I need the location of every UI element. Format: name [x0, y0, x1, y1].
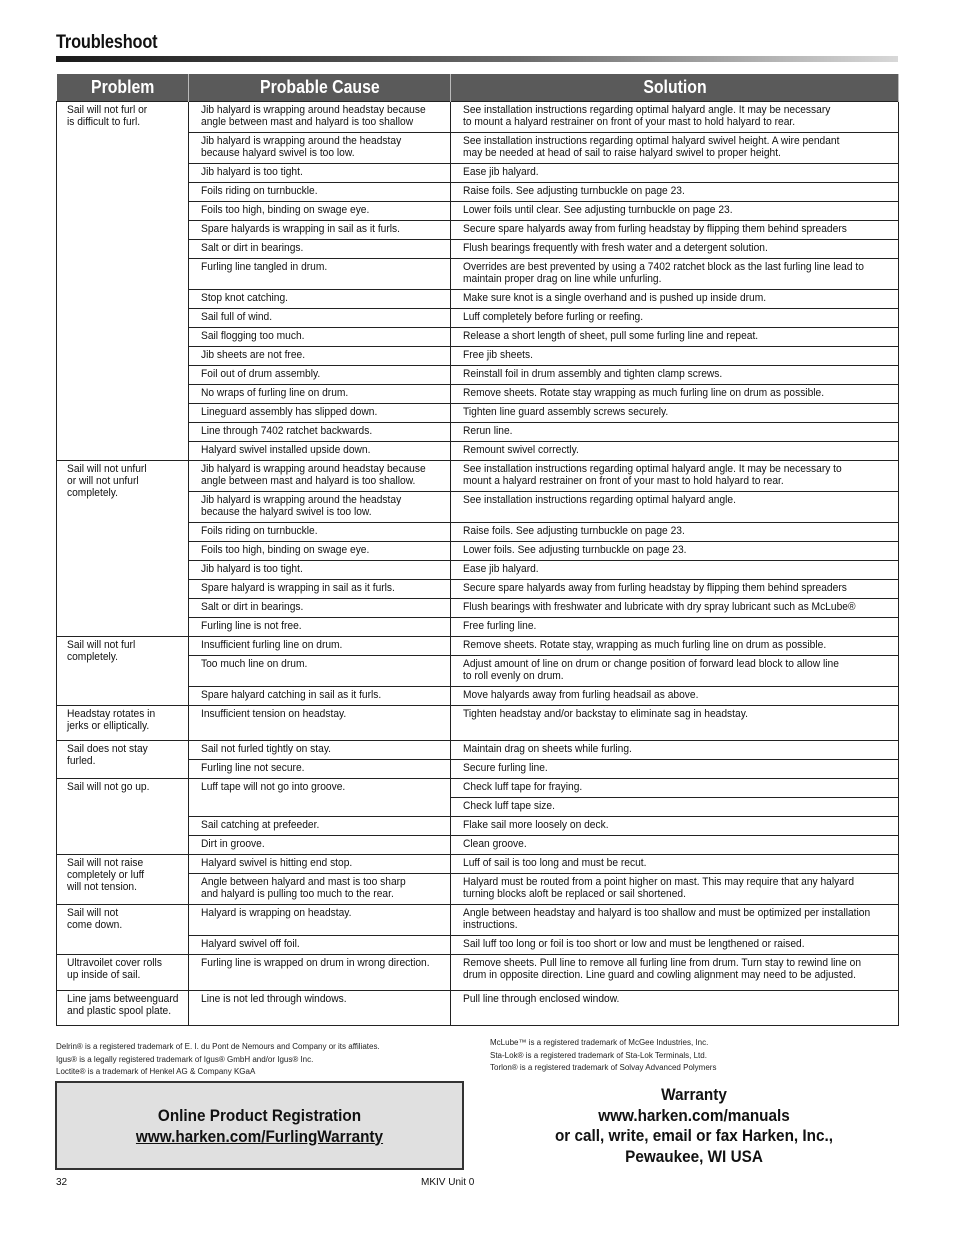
registration-link[interactable]: www.harken.com/FurlingWarranty	[135, 1126, 384, 1146]
solution-cell-line: See installation instructions regarding optimal halyard angle. It may be necessary	[463, 104, 831, 116]
solution-cell-line: Angle between headstay and halyard is too shallow and must be optimized per installation	[463, 907, 871, 919]
cause-cell-line: Jib halyard is wrapping around the headstay	[201, 494, 402, 506]
cause-cell	[189, 599, 451, 618]
solution-cell	[451, 542, 899, 561]
table-row	[57, 855, 899, 874]
problem-cell-line: completely.	[67, 651, 118, 663]
cause-cell-line: Salt or dirt in bearings.	[201, 601, 304, 613]
cause-cell	[189, 936, 451, 955]
trademark-notes-right	[490, 1037, 716, 1075]
cause-cell	[189, 687, 451, 706]
cause-cell-line: Foils too high, binding on swage eye.	[201, 204, 370, 216]
cause-cell-line: Spare halyards is wrapping in sail as it furls.	[201, 223, 401, 235]
solution-cell	[451, 760, 899, 779]
solution-cell-line: See installation instructions regarding optimal halyard swivel height. A wire pendant	[463, 135, 840, 147]
product-registration-box	[55, 1081, 464, 1170]
cause-cell	[189, 523, 451, 542]
problem-cell-line: up inside of sail.	[67, 969, 141, 981]
table-row	[57, 741, 899, 760]
solution-cell-line: Remount swivel correctly.	[463, 444, 579, 456]
solution-cell-line: Pull line through enclosed window.	[463, 993, 620, 1005]
cause-cell	[189, 855, 451, 874]
table-header-row	[57, 74, 899, 102]
cause-cell	[189, 580, 451, 599]
table-body	[57, 102, 899, 1026]
solution-cell-line: Ease jib halyard.	[463, 166, 539, 178]
solution-cell	[451, 798, 899, 817]
solution-cell-line: Flake sail more loosely on deck.	[463, 819, 609, 831]
cause-cell-line: No wraps of furling line on drum.	[201, 387, 349, 399]
problem-cell	[57, 779, 189, 855]
solution-cell	[451, 290, 899, 309]
cause-cell-line: and halyard is pulling too much to the rear.	[201, 888, 394, 900]
problem-cell-line: jerks or elliptically.	[67, 720, 150, 732]
cause-cell-line: Jib halyard is too tight.	[201, 166, 303, 178]
solution-cell	[451, 133, 899, 164]
solution-cell-line: Raise foils. See adjusting turnbuckle on page 23.	[463, 185, 685, 197]
title-rule	[56, 56, 898, 62]
solution-cell	[451, 580, 899, 599]
cause-cell-line: Sail not furled tightly on stay.	[201, 743, 332, 755]
cause-cell	[189, 741, 451, 760]
solution-cell	[451, 637, 899, 656]
cause-cell-line: Halyard swivel is hitting end stop.	[201, 857, 353, 869]
cause-cell-line: Furling line is not free.	[201, 620, 302, 632]
cause-cell-line: Dirt in groove.	[201, 838, 265, 850]
solution-cell	[451, 779, 899, 798]
solution-cell-line: Remove sheets. Pull line to remove all furling line from drum. Turn stay to rewind line on	[463, 957, 862, 969]
cause-cell	[189, 492, 451, 523]
solution-cell-line: See installation instructions regarding optimal halyard angle.	[463, 494, 736, 506]
problem-cell	[57, 102, 189, 461]
cause-cell-line: Sail flogging too much.	[201, 330, 305, 342]
cause-cell-line: Lineguard assembly has slipped down.	[201, 406, 378, 418]
solution-cell	[451, 221, 899, 240]
warranty-location: Pewaukee, WI USA	[625, 1146, 763, 1166]
cause-cell	[189, 183, 451, 202]
cause-cell-line: Foil out of drum assembly.	[201, 368, 321, 380]
warranty-title: Warranty	[661, 1085, 727, 1104]
solution-cell	[451, 618, 899, 637]
solution-cell-line: Raise foils. See adjusting turnbuckle on page 23.	[463, 525, 685, 537]
problem-cell-line: will not tension.	[67, 881, 137, 893]
solution-cell-line: instructions.	[463, 919, 518, 931]
solution-cell	[451, 240, 899, 259]
table-row	[57, 905, 899, 936]
solution-cell	[451, 599, 899, 618]
cause-cell	[189, 905, 451, 936]
cause-cell-line: Line through 7402 ratchet backwards.	[201, 425, 373, 437]
cause-cell-line: because the halyard swivel is too low.	[201, 506, 372, 518]
registration-title: Online Product Registration	[157, 1105, 362, 1125]
problem-cell-line: Headstay rotates in	[67, 708, 156, 720]
problem-cell-line: Sail will not furl	[67, 639, 136, 651]
cause-cell-line: angle between mast and halyard is too shallow	[201, 116, 414, 128]
problem-cell	[57, 905, 189, 955]
trademark-note: Igus® is a legally registered trademark of Igus® GmbH and/or Igus® Inc.	[56, 1054, 314, 1064]
solution-cell	[451, 817, 899, 836]
warranty-contact: or call, write, email or fax Harken, Inc.,	[554, 1126, 834, 1145]
solution-cell-line: Secure spare halyards away from furling headstay by flipping them behind spreaders	[463, 582, 847, 594]
problem-cell-line: or will not unfurl	[67, 475, 139, 487]
cause-cell-line: Foils riding on turnbuckle.	[201, 525, 318, 537]
solution-cell-line: Check luff tape for fraying.	[463, 781, 583, 793]
trademark-note: McLube™ is a registered trademark of McGee Industries, Inc.	[490, 1038, 709, 1047]
cause-cell-line: Jib halyard is wrapping around headstay because	[201, 104, 426, 116]
table-row	[57, 991, 899, 1026]
cause-cell	[189, 618, 451, 637]
cause-cell-line: Jib halyard is too tight.	[201, 563, 303, 575]
solution-cell	[451, 347, 899, 366]
cause-cell-line: Furling line tangled in drum.	[201, 261, 328, 273]
cause-cell-line: Line is not led through windows.	[201, 993, 347, 1005]
solution-cell	[451, 366, 899, 385]
solution-cell-line: Remove sheets. Rotate stay, wrapping as much furling line on drum as possible.	[463, 639, 827, 651]
cause-cell-line: Spare halyard is wrapping in sail as it furls.	[201, 582, 395, 594]
solution-cell	[451, 102, 899, 133]
solution-cell-line: Adjust amount of line on drum or change position of forward lead block to allow line	[463, 658, 839, 670]
cause-cell-line: Jib halyard is wrapping around the headstay	[201, 135, 402, 147]
solution-cell-line: Tighten headstay and/or backstay to eliminate sag in headstay.	[463, 708, 748, 720]
solution-cell-line: See installation instructions regarding optimal halyard angle. It may be necessary to	[463, 463, 842, 475]
problem-cell-line: Sail will not go up.	[67, 781, 150, 793]
cause-cell-line: Halyard is wrapping on headstay.	[201, 907, 352, 919]
problem-cell-line: furled.	[67, 755, 96, 767]
solution-cell	[451, 874, 899, 905]
problem-cell-line: Sail will not raise	[67, 857, 144, 869]
table-row	[57, 461, 899, 492]
cause-cell-line: Salt or dirt in bearings.	[201, 242, 304, 254]
solution-cell-line: may be needed at head of sail to raise halyard swivel to proper height.	[463, 147, 781, 159]
solution-cell	[451, 741, 899, 760]
table-row	[57, 102, 899, 133]
cause-cell	[189, 779, 451, 817]
cause-cell-line: Foils too high, binding on swage eye.	[201, 544, 370, 556]
warranty-info	[490, 1085, 898, 1167]
cause-cell	[189, 328, 451, 347]
cause-cell	[189, 290, 451, 309]
troubleshoot-table	[56, 74, 899, 1026]
problem-cell-line: Sail will not furl or	[67, 104, 148, 116]
solution-cell-line: Luff completely before furling or reefing.	[463, 311, 644, 323]
solution-cell-line: Overrides are best prevented by using a 7402 ratchet block as the last furling line lead to	[463, 261, 864, 273]
solution-cell-line: drum in opposite direction. Line guard and cowling alignment may need to be adjusted.	[463, 969, 856, 981]
cause-cell	[189, 347, 451, 366]
unit-label: MKIV Unit 0	[421, 1177, 475, 1188]
solution-cell-line: Move halyards away from furling headsail as above.	[463, 689, 699, 701]
cause-cell	[189, 461, 451, 492]
cause-cell-line: Furling line not secure.	[201, 762, 305, 774]
problem-cell-line: Sail will not	[67, 907, 119, 919]
page-number: 32	[56, 1177, 68, 1188]
cause-cell	[189, 836, 451, 855]
solution-cell-line: Tighten line guard assembly screws securely.	[463, 406, 669, 418]
solution-cell	[451, 836, 899, 855]
table-row	[57, 955, 899, 991]
solution-cell	[451, 706, 899, 741]
trademark-note: Torlon® is a registered trademark of Solvay Advanced Polymers	[490, 1063, 717, 1072]
solution-cell	[451, 202, 899, 221]
problem-cell-line: Sail does not stay	[67, 743, 148, 755]
header-problem: Problem	[57, 74, 189, 102]
cause-cell	[189, 706, 451, 741]
solution-cell	[451, 183, 899, 202]
cause-cell	[189, 259, 451, 290]
cause-cell-line: because halyard swivel is too low.	[201, 147, 355, 159]
solution-cell-line: Halyard must be routed from a point higher on mast. This may require that any halyard	[463, 876, 855, 888]
trademark-note: Sta-Lok® is a registered trademark of Sta-Lok Terminals, Ltd.	[490, 1050, 707, 1060]
solution-cell-line: Free furling line.	[463, 620, 537, 632]
solution-cell-line: Flush bearings frequently with fresh water and a detergent solution.	[463, 242, 768, 254]
cause-cell-line: Stop knot catching.	[201, 292, 289, 304]
problem-cell	[57, 855, 189, 905]
solution-cell	[451, 561, 899, 580]
header-probable-cause: Probable Cause	[189, 74, 451, 102]
header-solution: Solution	[451, 74, 899, 102]
cause-cell	[189, 442, 451, 461]
cause-cell-line: Sail full of wind.	[201, 311, 273, 323]
solution-cell-line: Release a short length of sheet, pull some furling line and repeat.	[463, 330, 759, 342]
solution-cell-line: turning blocks aloft be replaced or sail shortened.	[463, 888, 686, 900]
cause-cell-line: Spare halyard catching in sail as it furls.	[201, 689, 382, 701]
solution-cell-line: Clean groove.	[463, 838, 527, 850]
cause-cell	[189, 102, 451, 133]
cause-cell	[189, 309, 451, 328]
solution-cell	[451, 656, 899, 687]
trademark-notes-left	[56, 1041, 380, 1079]
cause-cell-line: Halyard swivel installed upside down.	[201, 444, 371, 456]
trademark-note: Loctite® is a trademark of Henkel AG & Company KGaA	[56, 1067, 256, 1076]
solution-cell-line: Luff of sail is too long and must be recut.	[463, 857, 647, 869]
solution-cell-line: Lower foils until clear. See adjusting turnbuckle on page 23.	[463, 204, 733, 216]
cause-cell	[189, 991, 451, 1026]
cause-cell	[189, 561, 451, 580]
cause-cell	[189, 385, 451, 404]
cause-cell-line: Luff tape will not go into groove.	[201, 781, 346, 793]
table-row	[57, 779, 899, 798]
problem-cell-line: and plastic spool plate.	[67, 1005, 172, 1017]
solution-cell-line: Remove sheets. Rotate stay wrapping as much furling line on drum as possible.	[463, 387, 825, 399]
solution-cell	[451, 309, 899, 328]
solution-cell	[451, 492, 899, 523]
solution-cell-line: Make sure knot is a single overhand and is pushed up inside drum.	[463, 292, 767, 304]
problem-cell	[57, 706, 189, 741]
solution-cell-line: Sail luff too long or foil is too short or low and must be lengthened or raised.	[463, 938, 805, 950]
solution-cell-line: Lower foils. See adjusting turnbuckle on page 23.	[463, 544, 687, 556]
cause-cell	[189, 133, 451, 164]
solution-cell	[451, 328, 899, 347]
problem-cell-line: is difficult to furl.	[67, 116, 141, 128]
solution-cell-line: Free jib sheets.	[463, 349, 533, 361]
solution-cell-line: Ease jib halyard.	[463, 563, 539, 575]
solution-cell	[451, 523, 899, 542]
solution-cell-line: Flush bearings with freshwater and lubricate with dry spray lubricant such as McLube®	[463, 601, 856, 613]
cause-cell	[189, 760, 451, 779]
cause-cell	[189, 817, 451, 836]
cause-cell	[189, 164, 451, 183]
solution-cell	[451, 461, 899, 492]
trademark-note: Delrin® is a registered trademark of E. I. du Pont de Nemours and Company or its affiliates.	[56, 1042, 380, 1051]
cause-cell	[189, 366, 451, 385]
cause-cell	[189, 656, 451, 687]
cause-cell-line: Insufficient furling line on drum.	[201, 639, 343, 651]
solution-cell-line: Secure spare halyards away from furling headstay by flipping them behind spreaders	[463, 223, 847, 235]
cause-cell	[189, 542, 451, 561]
cause-cell-line: Jib halyard is wrapping around headstay because	[201, 463, 426, 475]
cause-cell	[189, 955, 451, 991]
solution-cell	[451, 936, 899, 955]
cause-cell-line: Angle between halyard and mast is too sharp	[201, 876, 406, 888]
solution-cell	[451, 687, 899, 706]
table-row	[57, 706, 899, 741]
solution-cell-line: Secure furling line.	[463, 762, 548, 774]
warranty-url[interactable]: www.harken.com/manuals	[598, 1105, 790, 1125]
cause-cell	[189, 221, 451, 240]
solution-cell	[451, 423, 899, 442]
table-row	[57, 637, 899, 656]
cause-cell-line: Furling line is wrapped on drum in wrong direction.	[201, 957, 430, 969]
solution-cell-line: Reinstall foil in drum assembly and tighten clamp screws.	[463, 368, 723, 380]
cause-cell-line: Too much line on drum.	[201, 658, 308, 670]
solution-cell	[451, 164, 899, 183]
solution-cell	[451, 259, 899, 290]
solution-cell	[451, 991, 899, 1026]
solution-cell	[451, 855, 899, 874]
solution-cell-line: Maintain drag on sheets while furling.	[463, 743, 632, 755]
cause-cell	[189, 874, 451, 905]
cause-cell-line: Foils riding on turnbuckle.	[201, 185, 318, 197]
problem-cell	[57, 955, 189, 991]
solution-cell-line: to roll evenly on drum.	[463, 670, 564, 682]
cause-cell	[189, 423, 451, 442]
cause-cell-line: Insufficient tension on headstay.	[201, 708, 347, 720]
problem-cell-line: Sail will not unfurl	[67, 463, 147, 475]
cause-cell-line: Jib sheets are not free.	[201, 349, 306, 361]
cause-cell	[189, 404, 451, 423]
solution-cell	[451, 442, 899, 461]
solution-cell	[451, 404, 899, 423]
cause-cell-line: Sail catching at prefeeder.	[201, 819, 320, 831]
solution-cell-line: Rerun line.	[463, 425, 513, 437]
cause-cell	[189, 202, 451, 221]
problem-cell-line: completely.	[67, 487, 118, 499]
problem-cell-line: come down.	[67, 919, 123, 931]
solution-cell	[451, 955, 899, 991]
cause-cell-line: Halyard swivel off foil.	[201, 938, 300, 950]
solution-cell-line: Check luff tape size.	[463, 800, 555, 812]
cause-cell	[189, 637, 451, 656]
solution-cell	[451, 385, 899, 404]
problem-cell-line: completely or luff	[67, 869, 145, 881]
problem-cell	[57, 461, 189, 637]
problem-cell	[57, 637, 189, 706]
cause-cell-line: angle between mast and halyard is too shallow.	[201, 475, 416, 487]
solution-cell	[451, 905, 899, 936]
page-title: Troubleshoot	[56, 32, 158, 53]
problem-cell	[57, 991, 189, 1026]
solution-cell-line: to mount a halyard restrainer on front of your mast to hold halyard to rear.	[463, 116, 796, 128]
cause-cell	[189, 240, 451, 259]
solution-cell-line: mount a halyard restrainer on front of your mast to hold halyard to rear.	[463, 475, 784, 487]
solution-cell-line: maintain proper drag on line while unfurling.	[463, 273, 662, 285]
problem-cell-line: Line jams betweenguard	[67, 993, 179, 1005]
problem-cell	[57, 741, 189, 779]
problem-cell-line: Ultravoilet cover rolls	[67, 957, 162, 969]
